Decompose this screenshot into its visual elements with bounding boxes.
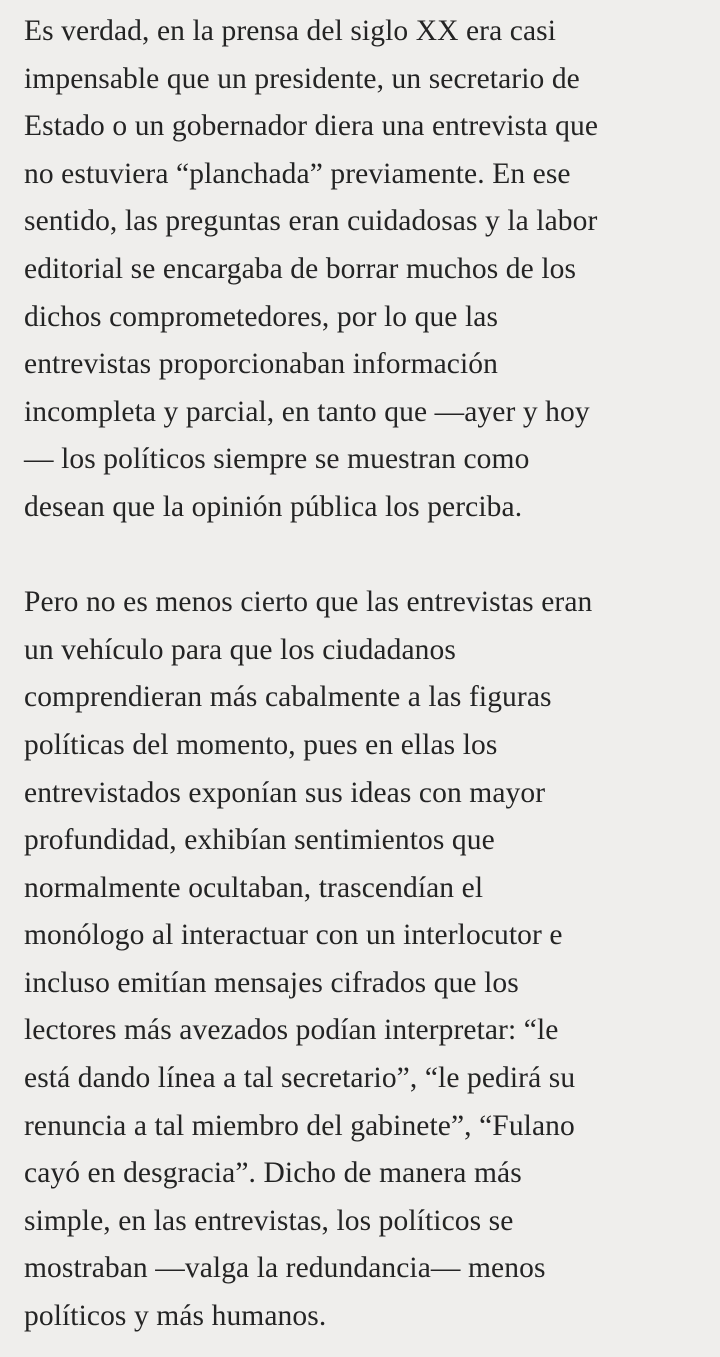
text-line: incompleta y parcial, en tanto que —ayer y hoy [24, 395, 590, 428]
text-line: sentido, las preguntas eran cuidadosas y la labor [24, 205, 598, 238]
text-line: Pero no es menos cierto que las entrevistas eran [24, 586, 593, 619]
text-line: políticos y más humanos. [24, 1300, 327, 1333]
text-line: simple, en las entrevistas, los políticos se [24, 1204, 514, 1237]
text-line: cayó en desgracia”. Dicho de manera más [24, 1157, 522, 1190]
text-line: desean que la opinión pública los perciba. [24, 490, 523, 523]
text-line: profundidad, exhibían sentimientos que [24, 824, 495, 857]
text-line: mostraban —valga la redundancia— menos [24, 1252, 546, 1285]
text-line: dichos comprometedores, por lo que las [24, 300, 499, 333]
text-line: Es verdad, en la prensa del siglo XX era casi [24, 15, 557, 47]
paragraph-1 [24, 8, 700, 532]
paragraph-2 [24, 579, 700, 1341]
text-line: políticas del momento, pues en ellas los [24, 728, 498, 761]
text-line: — los políticos siempre se muestran como [24, 443, 530, 476]
text-line: renuncia a tal miembro del gabinete”, “Fulano [24, 1109, 575, 1142]
text-line: entrevistados exponían sus ideas con mayor [24, 776, 546, 809]
text-line: Estado o un gobernador diera una entrevista que [24, 110, 599, 143]
text-line: impensable que un presidente, un secretario de [24, 62, 580, 95]
text-line: lectores más avezados podían interpretar: “le [24, 1014, 559, 1047]
text-line: un vehículo para que los ciudadanos [24, 633, 456, 666]
text-line: incluso emitían mensajes cifrados que los [24, 966, 519, 999]
text-line: entrevistas proporcionaban información [24, 348, 498, 381]
text-line: normalmente ocultaban, trascendían el [24, 871, 484, 904]
text-line: comprendieran más cabalmente a las figuras [24, 681, 552, 714]
text-line: está dando línea a tal secretario”, “le pedirá su [24, 1062, 576, 1095]
text-line: editorial se encargaba de borrar muchos de los [24, 252, 577, 285]
text-line: monólogo al interactuar con un interlocutor e [24, 919, 563, 952]
paragraph-spacer [24, 532, 700, 580]
text-line: no estuviera “planchada” previamente. En ese [24, 157, 571, 190]
article-body [24, 8, 700, 1341]
